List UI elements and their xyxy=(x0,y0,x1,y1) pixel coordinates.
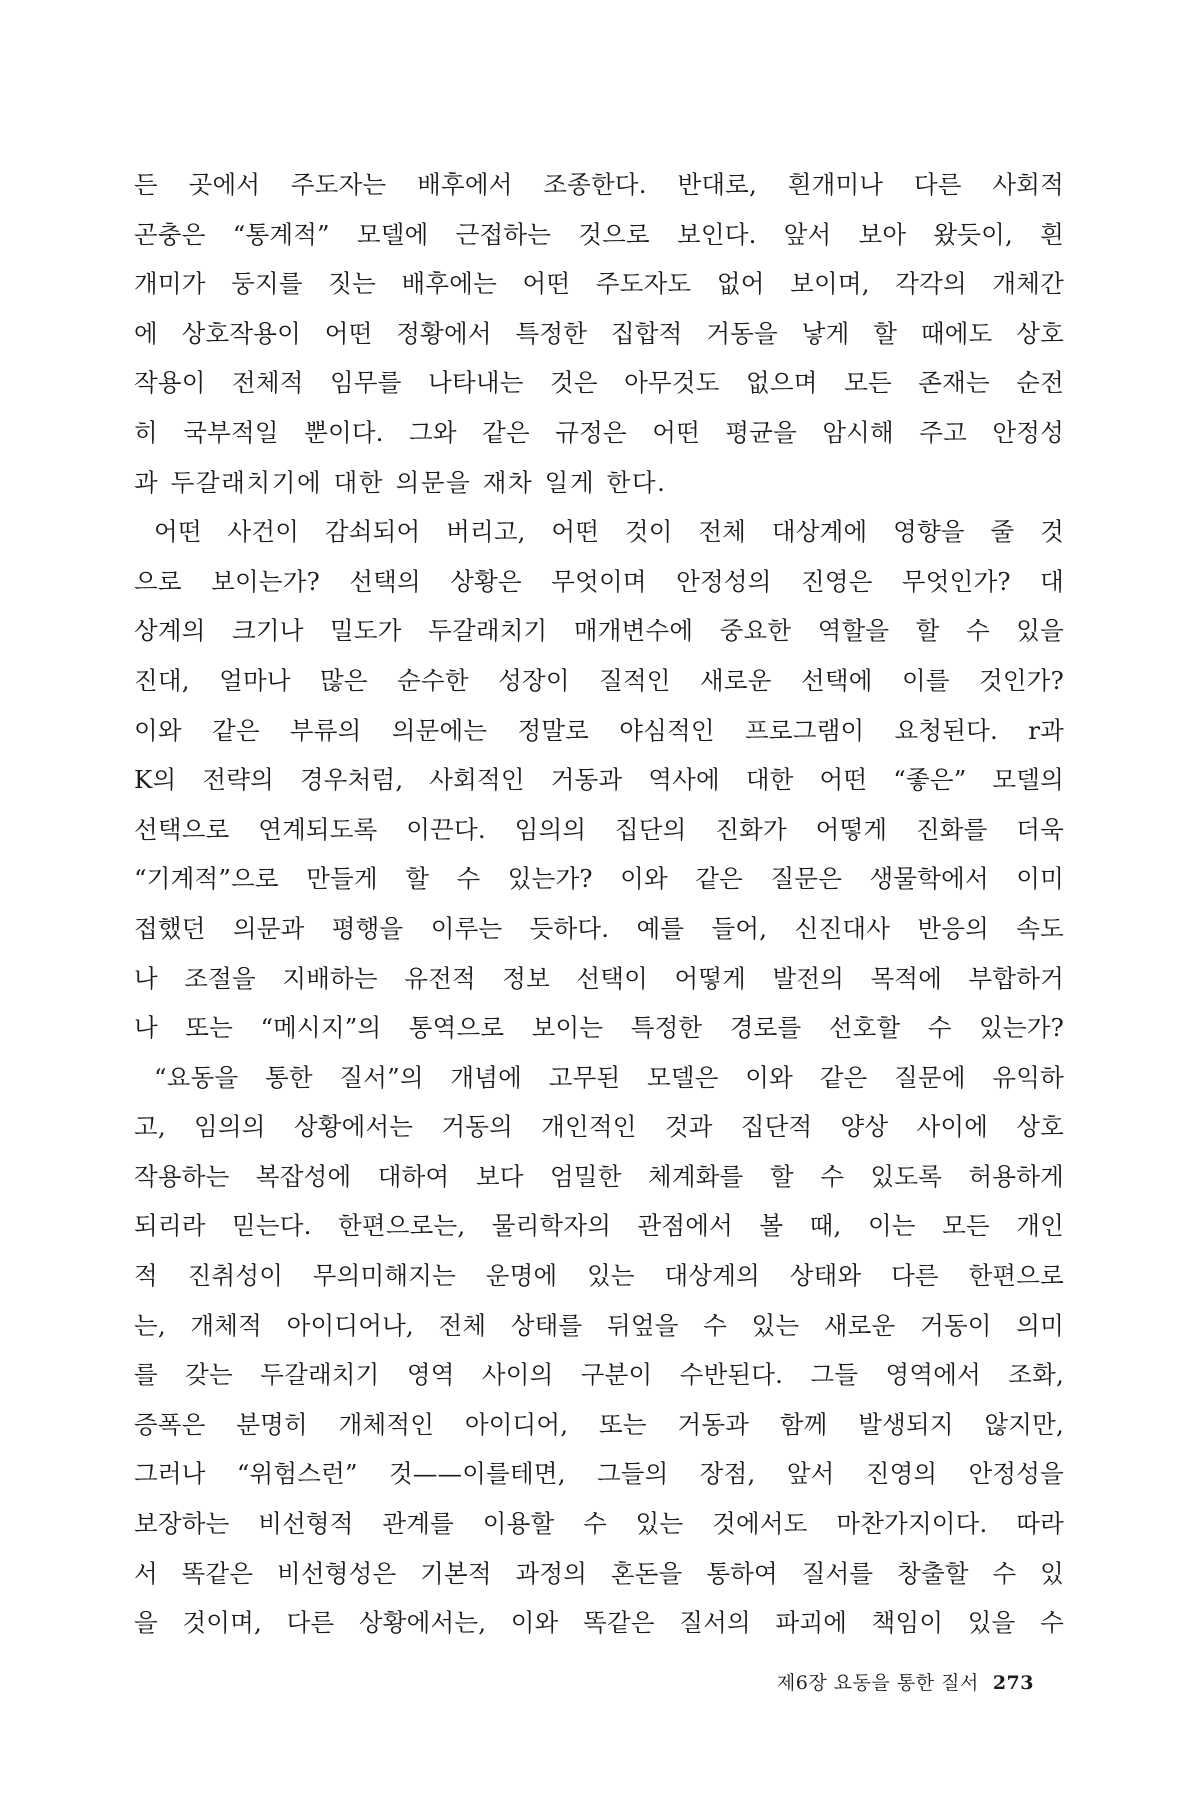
text-line: 접했던 의문과 평행을 이루는 듯하다. 예를 들어, 신진대사 반응의 속도 xyxy=(134,913,1064,943)
text-line: 고, 임의의 상황에서는 거동의 개인적인 것과 집단적 양상 사이에 상호 xyxy=(134,1112,1064,1142)
text-line: 과 두갈래치기에 대한 의문을 재차 일게 한다. xyxy=(134,467,667,497)
text-line: 서 똑같은 비선형성은 기본적 과정의 혼돈을 통하여 질서를 창출할 수 있 xyxy=(134,1558,1064,1588)
text-line: K의 전략의 경우처럼, 사회적인 거동과 역사에 대한 어떤 “좋은” 모델의 xyxy=(134,765,1064,795)
text-line: “기계적”으로 만들게 할 수 있는가? 이와 같은 질문은 생물학에서 이미 xyxy=(134,864,1064,894)
text-line: 어떤 사건이 감쇠되어 버리고, 어떤 것이 전체 대상계에 영향을 줄 것 xyxy=(154,517,1064,547)
text-line: 에 상호작용이 어떤 정황에서 특정한 집합적 거동을 낳게 할 때에도 상호 xyxy=(134,318,1064,348)
text-line: 선택으로 연계되도록 이끈다. 임의의 집단의 진화가 어떻게 진화를 더욱 xyxy=(134,814,1064,844)
text-line: 곤충은 “통계적” 모델에 근접하는 것으로 보인다. 앞서 보아 왔듯이, 흰 xyxy=(134,219,1064,249)
text-line: 을 것이며, 다른 상황에서는, 이와 똑같은 질서의 파괴에 책임이 있을 수 xyxy=(134,1608,1064,1638)
text-line: “요동을 통한 질서”의 개념에 고무된 모델은 이와 같은 질문에 유익하 xyxy=(154,1062,1064,1092)
text-line: 는, 개체적 아이디어나, 전체 상태를 뒤엎을 수 있는 새로운 거동이 의미 xyxy=(134,1310,1064,1340)
text-line: 으로 보이는가? 선택의 상황은 무엇이며 안정성의 진영은 무엇인가? 대 xyxy=(134,566,1064,596)
text-line: 작용하는 복잡성에 대하여 보다 엄밀한 체계화를 할 수 있도록 허용하게 xyxy=(134,1161,1064,1191)
chapter-title: 제6장 요동을 통한 질서 xyxy=(776,1672,979,1694)
text-line: 를 갖는 두갈래치기 영역 사이의 구분이 수반된다. 그들 영역에서 조화, xyxy=(134,1360,1064,1390)
page-footer xyxy=(777,1668,1034,1695)
text-line: 나 또는 “메시지”의 통역으로 보이는 특정한 경로를 선호할 수 있는가? xyxy=(134,1013,1064,1043)
text-line: 보장하는 비선형적 관계를 이용할 수 있는 것에서도 마찬가지이다. 따라 xyxy=(134,1509,1064,1539)
text-line: 개미가 둥지를 짓는 배후에는 어떤 주도자도 없어 보이며, 각각의 개체간 xyxy=(134,269,1064,299)
text-line: 나 조절을 지배하는 유전적 정보 선택이 어떻게 발전의 목적에 부합하거 xyxy=(134,963,1064,993)
body-text xyxy=(134,160,1064,1648)
text-line: 이와 같은 부류의 의문에는 정말로 야심적인 프로그램이 요청된다. r과 xyxy=(134,715,1064,745)
text-line: 작용이 전체적 임무를 나타내는 것은 아무것도 없으며 모든 존재는 순전 xyxy=(134,368,1064,398)
text-line: 되리라 믿는다. 한편으로는, 물리학자의 관점에서 볼 때, 이는 모든 개인 xyxy=(134,1211,1064,1241)
page-number: 273 xyxy=(992,1672,1034,1694)
text-line: 진대, 얼마나 많은 순수한 성장이 질적인 새로운 선택에 이를 것인가? xyxy=(134,665,1064,695)
text-line: 적 진취성이 무의미해지는 운명에 있는 대상계의 상태와 다른 한편으로 xyxy=(134,1261,1064,1291)
text-line: 증폭은 분명히 개체적인 아이디어, 또는 거동과 함께 발생되지 않지만, xyxy=(134,1409,1064,1439)
text-line: 상계의 크기나 밀도가 두갈래치기 매개변수에 중요한 역할을 할 수 있을 xyxy=(134,616,1064,646)
text-line: 히 국부적일 뿐이다. 그와 같은 규정은 어떤 평균을 암시해 주고 안정성 xyxy=(134,417,1064,447)
text-line: 든 곳에서 주도자는 배후에서 조종한다. 반대로, 흰개미나 다른 사회적 xyxy=(134,170,1064,199)
text-line: 그러나 “위험스런” 것——이를테면, 그들의 장점, 앞서 진영의 안정성을 xyxy=(134,1459,1064,1489)
